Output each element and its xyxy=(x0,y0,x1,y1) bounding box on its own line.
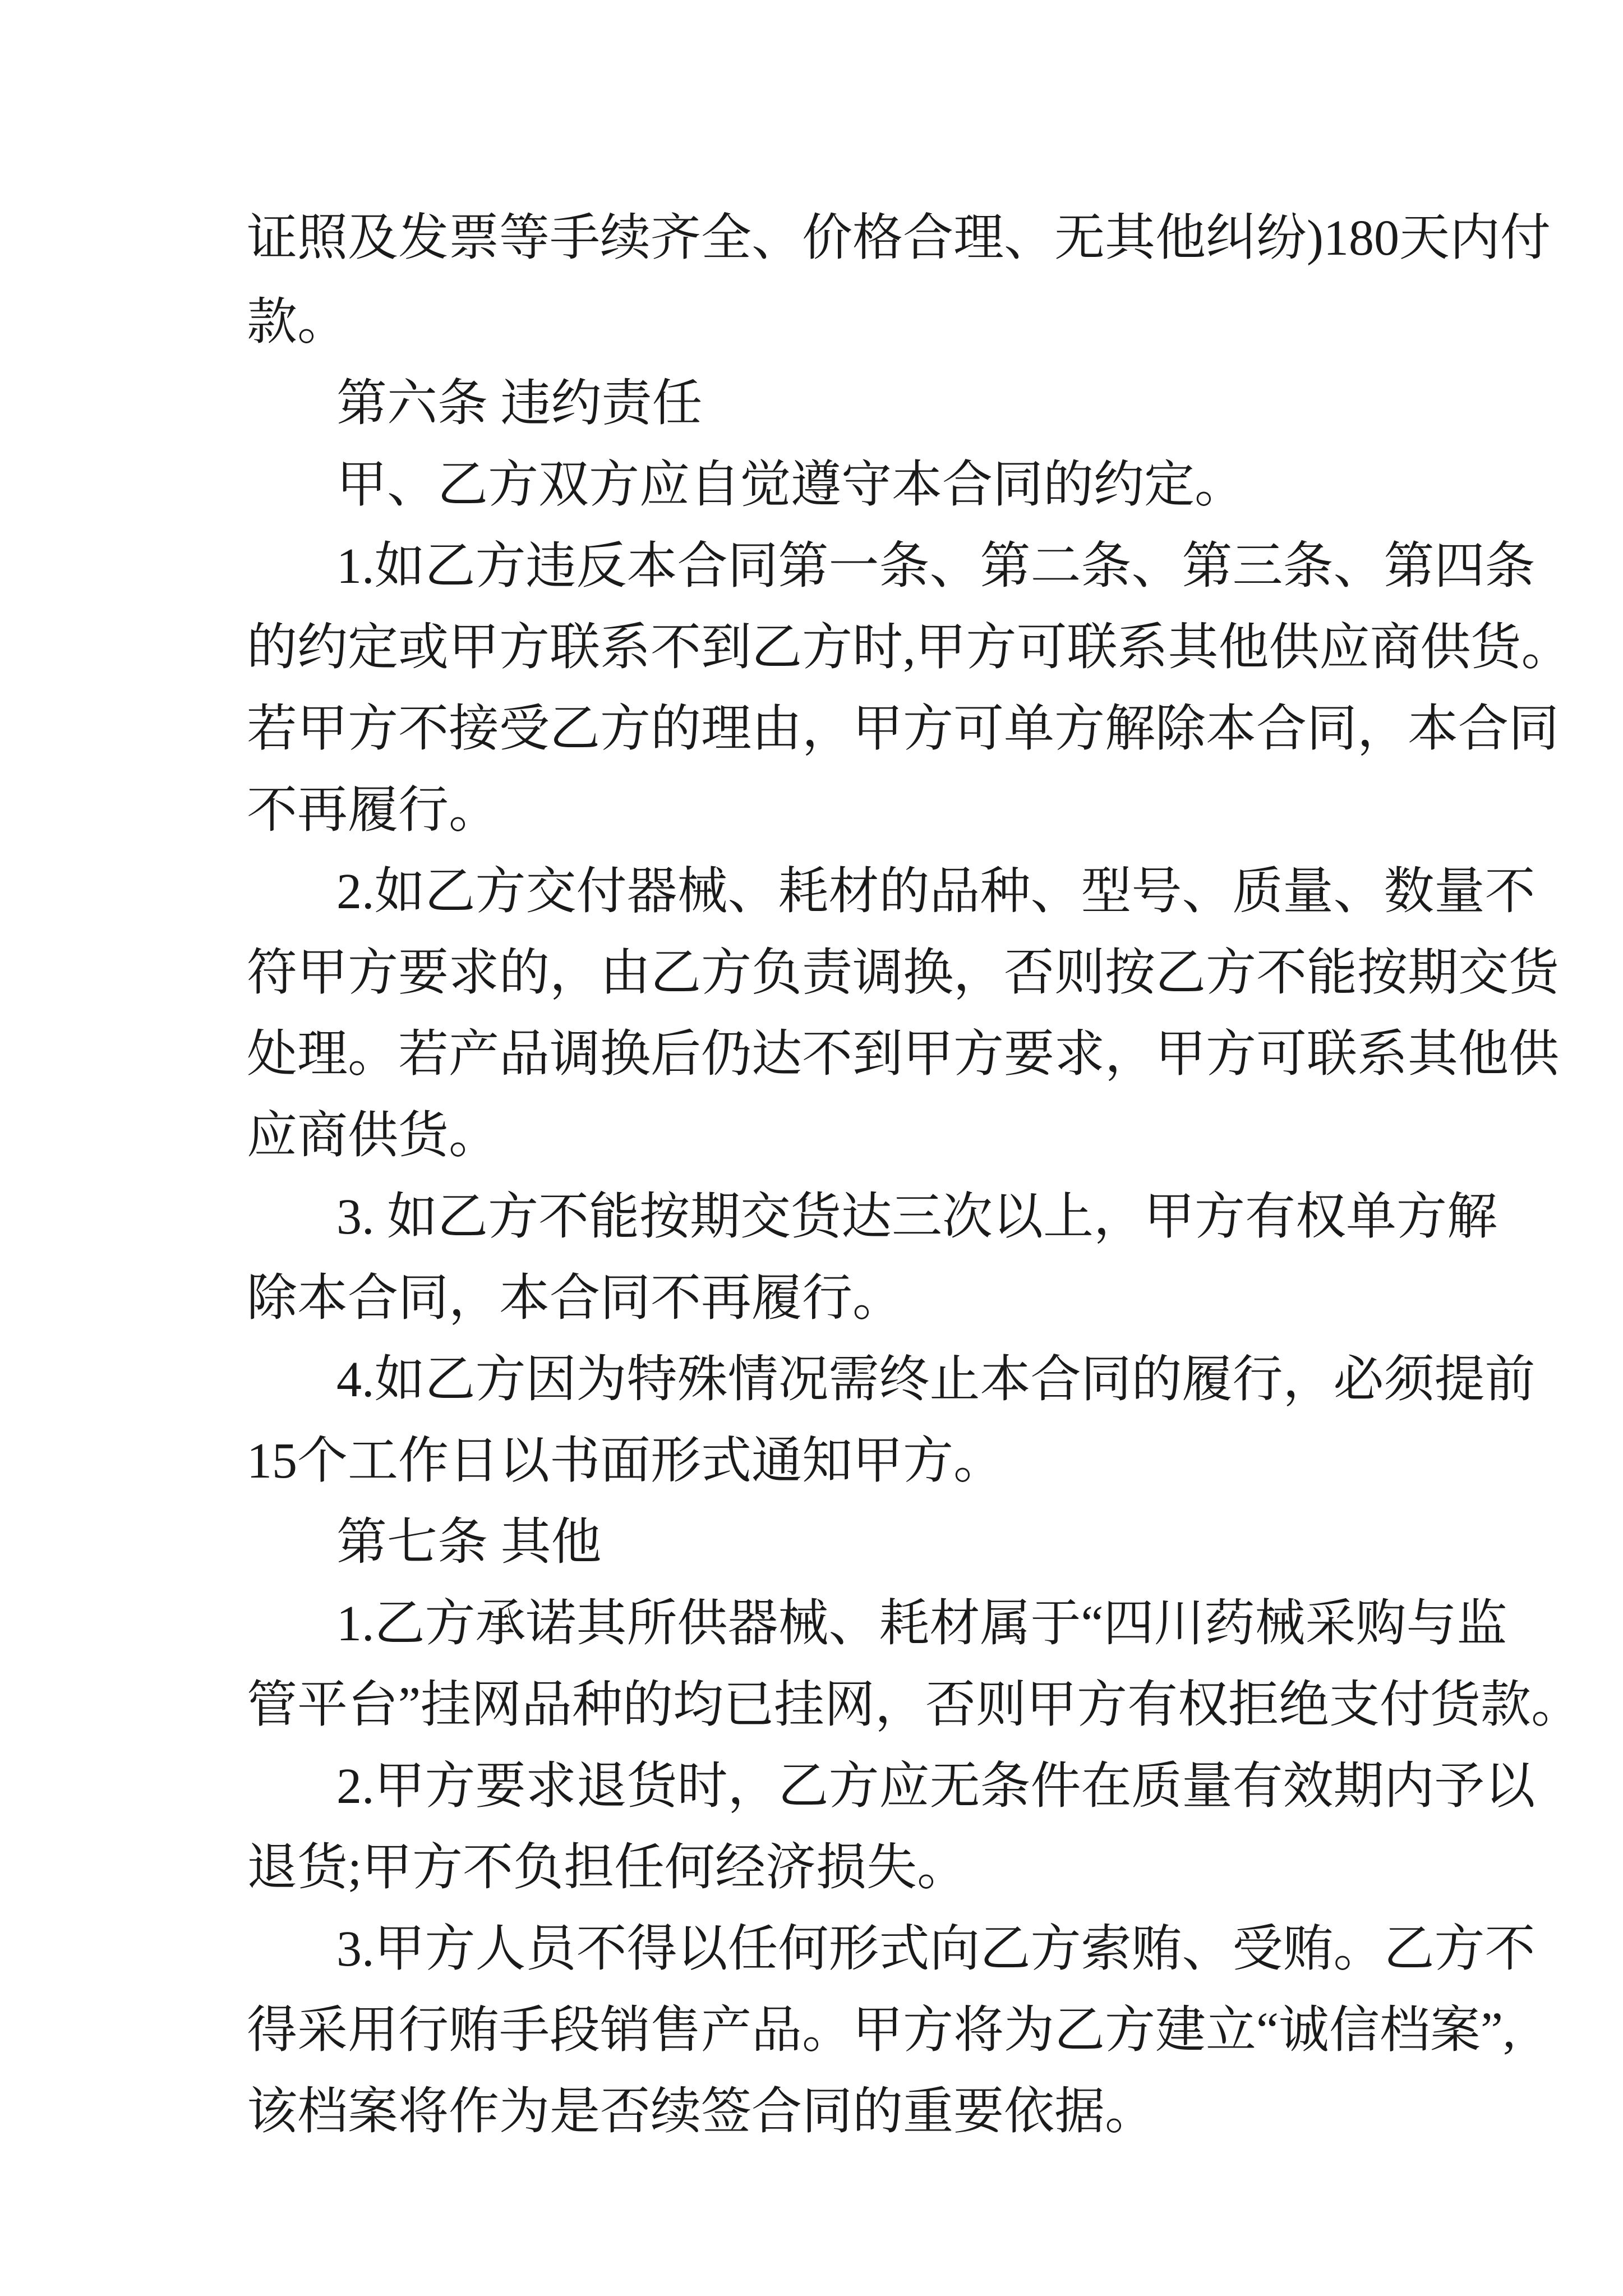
body-text-line: 管平台”挂网品种的均已挂网，否则甲方有权拒绝支付货款。 xyxy=(247,1677,1581,1733)
body-text-line: 2.甲方要求退货时，乙方应无条件在质量有效期内予以 xyxy=(336,1759,1536,1814)
body-text-line: 处理。若产品调换后仍达不到甲方要求，甲方可联系其他供 xyxy=(247,1027,1559,1082)
section-heading: 第六条 违约责任 xyxy=(336,376,703,431)
section-heading: 第七条 其他 xyxy=(336,1515,602,1570)
body-text-line: 除本合同，本合同不再履行。 xyxy=(247,1271,903,1326)
body-text-line: 符甲方要求的，由乙方负责调换，否则按乙方不能按期交货 xyxy=(247,945,1559,1001)
body-text-line: 该档案将作为是否续签合同的重要依据。 xyxy=(247,2084,1155,2139)
body-text-line: 不再履行。 xyxy=(247,783,499,838)
body-text-line: 1.乙方承诺其所供器械、耗材属于“四川药械采购与监 xyxy=(336,1596,1507,1651)
body-text-line: 的约定或甲方联系不到乙方时,甲方可联系其他供应商供货。 xyxy=(247,620,1572,675)
body-text-line: 2.如乙方交付器械、耗材的品种、型号、质量、数量不 xyxy=(336,864,1536,919)
body-text-line: 3.甲方人员不得以任何形式向乙方索贿、受贿。乙方不 xyxy=(336,1921,1536,1977)
body-text-line: 甲、乙方双方应自觉遵守本合同的约定。 xyxy=(336,457,1245,513)
body-text-line: 3. 如乙方不能按期交货达三次以上，甲方有权单方解 xyxy=(336,1189,1497,1245)
body-text-line: 款。 xyxy=(247,295,348,350)
body-text-line: 15个工作日以书面形式通知甲方。 xyxy=(247,1433,1004,1489)
body-text-line: 若甲方不接受乙方的理由，甲方可单方解除本合同，本合同 xyxy=(247,701,1559,757)
body-text-line: 1.如乙方违反本合同第一条、第二条、第三条、第四条 xyxy=(336,539,1536,594)
body-text-line: 应商供货。 xyxy=(247,1108,499,1163)
body-text-line: 得采用行贿手段销售产品。甲方将为乙方建立“诚信档案”, xyxy=(247,2003,1516,2058)
body-text-line: 退货;甲方不负担任何经济损失。 xyxy=(247,1840,968,1895)
body-text-line: 证照及发票等手续齐全、价格合理、无其他纠纷)180天内付 xyxy=(247,210,1551,266)
body-text-line: 4.如乙方因为特殊情况需终止本合同的履行，必须提前 xyxy=(336,1352,1536,1407)
